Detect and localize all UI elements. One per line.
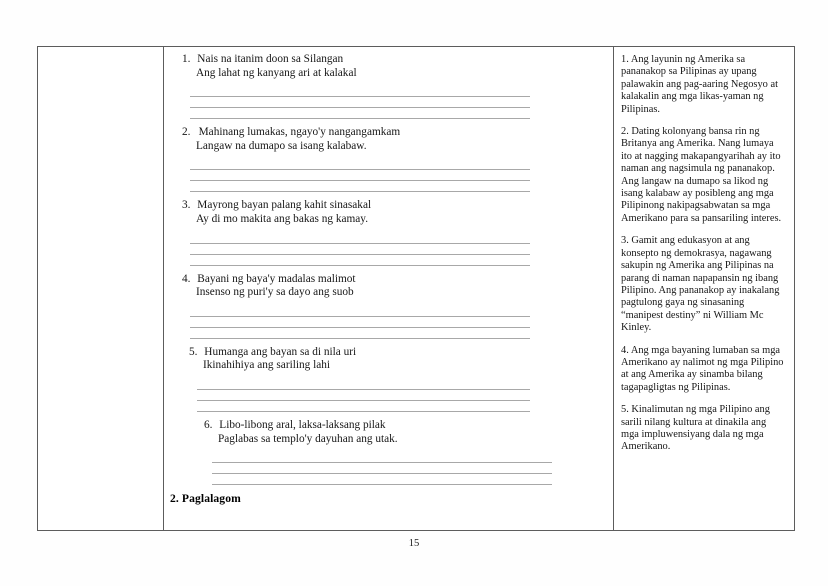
answer-blank-line[interactable]	[212, 474, 552, 485]
poem-items-list	[164, 47, 613, 485]
poem-item-text	[164, 419, 613, 446]
poem-item-line-1	[182, 126, 613, 140]
note-paragraph: 2. Dating kolonyang bansa rin ng Britanya ang Amerika. Nang lumaya ito at nagging makapangyarihah ay ito naman ang nagsimula ng pananakop. Ang langaw na dumapo sa likod ng isang kalabaw ay posibleng ang mga Pilipinong nakipagsabwatan sa mga Amerikano para sa pansariling interes.	[621, 126, 782, 224]
answer-blank-line[interactable]	[197, 401, 530, 412]
answer-blank-line[interactable]	[190, 233, 530, 244]
poem-item-line-2: Paglabas sa templo'y dayuhan ang utak.	[218, 432, 398, 445]
poem-item-text	[164, 199, 613, 226]
note-paragraph: 4. Ang mga bayaning lumaban sa mga Amerikano ay nalimot ng mga Pilipino at ang Amerika ay sinamba bilang tagapagligtas ng Pilipinas.	[621, 344, 784, 393]
answer-blank-line[interactable]	[190, 170, 530, 181]
poem-item-line-2: Insenso ng puri'y sa dayo ang suob	[196, 286, 354, 299]
table-left-blank-column	[38, 47, 164, 530]
poem-item-line-1	[189, 346, 613, 360]
table-main-column	[164, 47, 614, 530]
answer-blank-line[interactable]	[190, 97, 530, 108]
poem-item-text	[164, 126, 613, 153]
answer-blank-line[interactable]	[197, 390, 530, 401]
answer-blank-line[interactable]	[190, 255, 530, 266]
page-number: 15	[408, 538, 420, 549]
answer-blank-line[interactable]	[190, 306, 530, 317]
note-paragraph: 3. Gamit ang edukasyon at ang konsepto ng demokrasya, nagawang sakupin ng Amerika ang Pilipinas na parang di naman napapansin ng ibang Pilipino. Ang pananakop ay inakalang pagtulong gaya ng sinasaning “manipest destiny” ni William Mc Kinley.	[621, 235, 780, 334]
content-table	[37, 46, 795, 531]
poem-item-line-2: Ang lahat ng kanyang ari at kalakal	[196, 66, 357, 79]
answer-blank-line[interactable]	[190, 86, 530, 97]
poem-item-number: 4.	[182, 272, 191, 285]
section-heading-paglalagom: 2. Paglalagom	[170, 492, 241, 506]
poem-item	[164, 199, 613, 265]
poem-item-line-1	[204, 419, 613, 433]
poem-item-number: 3.	[182, 199, 191, 212]
answer-blank-lines[interactable]	[212, 452, 552, 485]
answer-blank-line[interactable]	[197, 379, 530, 390]
poem-item-number: 2.	[182, 126, 191, 139]
poem-item-line-1	[182, 273, 613, 287]
poem-item-line-2: Langaw na dumapo sa isang kalabaw.	[196, 139, 367, 152]
poem-item-line-1-text: Libo-libong aral, laksa-laksang pilak	[216, 418, 386, 431]
answer-blank-line[interactable]	[190, 108, 530, 119]
answer-blank-line[interactable]	[212, 463, 552, 474]
table-notes-column	[614, 47, 794, 530]
poem-item-text	[164, 346, 613, 373]
answer-blank-line[interactable]	[212, 452, 552, 463]
poem-item-line-1	[182, 199, 613, 213]
poem-item-line-1-text: Bayani ng baya'y madalas malimot	[194, 272, 356, 285]
poem-item-line-1-text: Nais na itanim doon sa Silangan	[194, 53, 344, 65]
answer-blank-lines[interactable]	[190, 159, 530, 192]
poem-item-text	[164, 53, 613, 80]
poem-item	[164, 419, 613, 485]
poem-item-line-2: Ay di mo makita ang bakas ng kamay.	[196, 212, 369, 225]
poem-item	[164, 346, 613, 412]
answer-blank-lines[interactable]	[197, 379, 530, 412]
poem-item-line-1-text: Humanga ang bayan sa di nila uri	[201, 345, 357, 358]
answer-blank-line[interactable]	[190, 181, 530, 192]
poem-item-line-1	[182, 53, 613, 67]
notes-list	[621, 54, 786, 454]
answer-blank-line[interactable]	[190, 159, 530, 170]
poem-item-line-2: Ikinahihiya ang sariling lahi	[203, 359, 331, 372]
answer-blank-lines[interactable]	[190, 86, 530, 119]
note-paragraph: 5. Kinalimutan ng mga Pilipino ang sarili nilang kultura at dinakila ang mga impluwensiyang dala ng mga Amerikano.	[621, 404, 770, 453]
answer-blank-line[interactable]	[190, 317, 530, 328]
poem-item	[164, 273, 613, 339]
poem-item	[164, 53, 613, 119]
poem-item-number: 6.	[204, 418, 213, 431]
poem-item-number: 5.	[189, 345, 198, 358]
poem-item	[164, 126, 613, 192]
poem-item-line-1-text: Mayrong bayan palang kahit sinasakal	[194, 199, 372, 212]
poem-item-number: 1.	[182, 53, 191, 65]
poem-item-text	[164, 273, 613, 300]
answer-blank-line[interactable]	[190, 244, 530, 255]
note-paragraph: 1. Ang layunin ng Amerika sa pananakop sa Pilipinas ay upang palawakin ang pag-aaring Negosyo at kalakalin ang mga likas-yaman ng Pilipinas.	[621, 54, 778, 115]
answer-blank-lines[interactable]	[190, 306, 530, 339]
answer-blank-line[interactable]	[190, 328, 530, 339]
answer-blank-lines[interactable]	[190, 233, 530, 266]
poem-item-line-1-text: Mahinang lumakas, ngayo'y nangangamkam	[195, 126, 401, 139]
